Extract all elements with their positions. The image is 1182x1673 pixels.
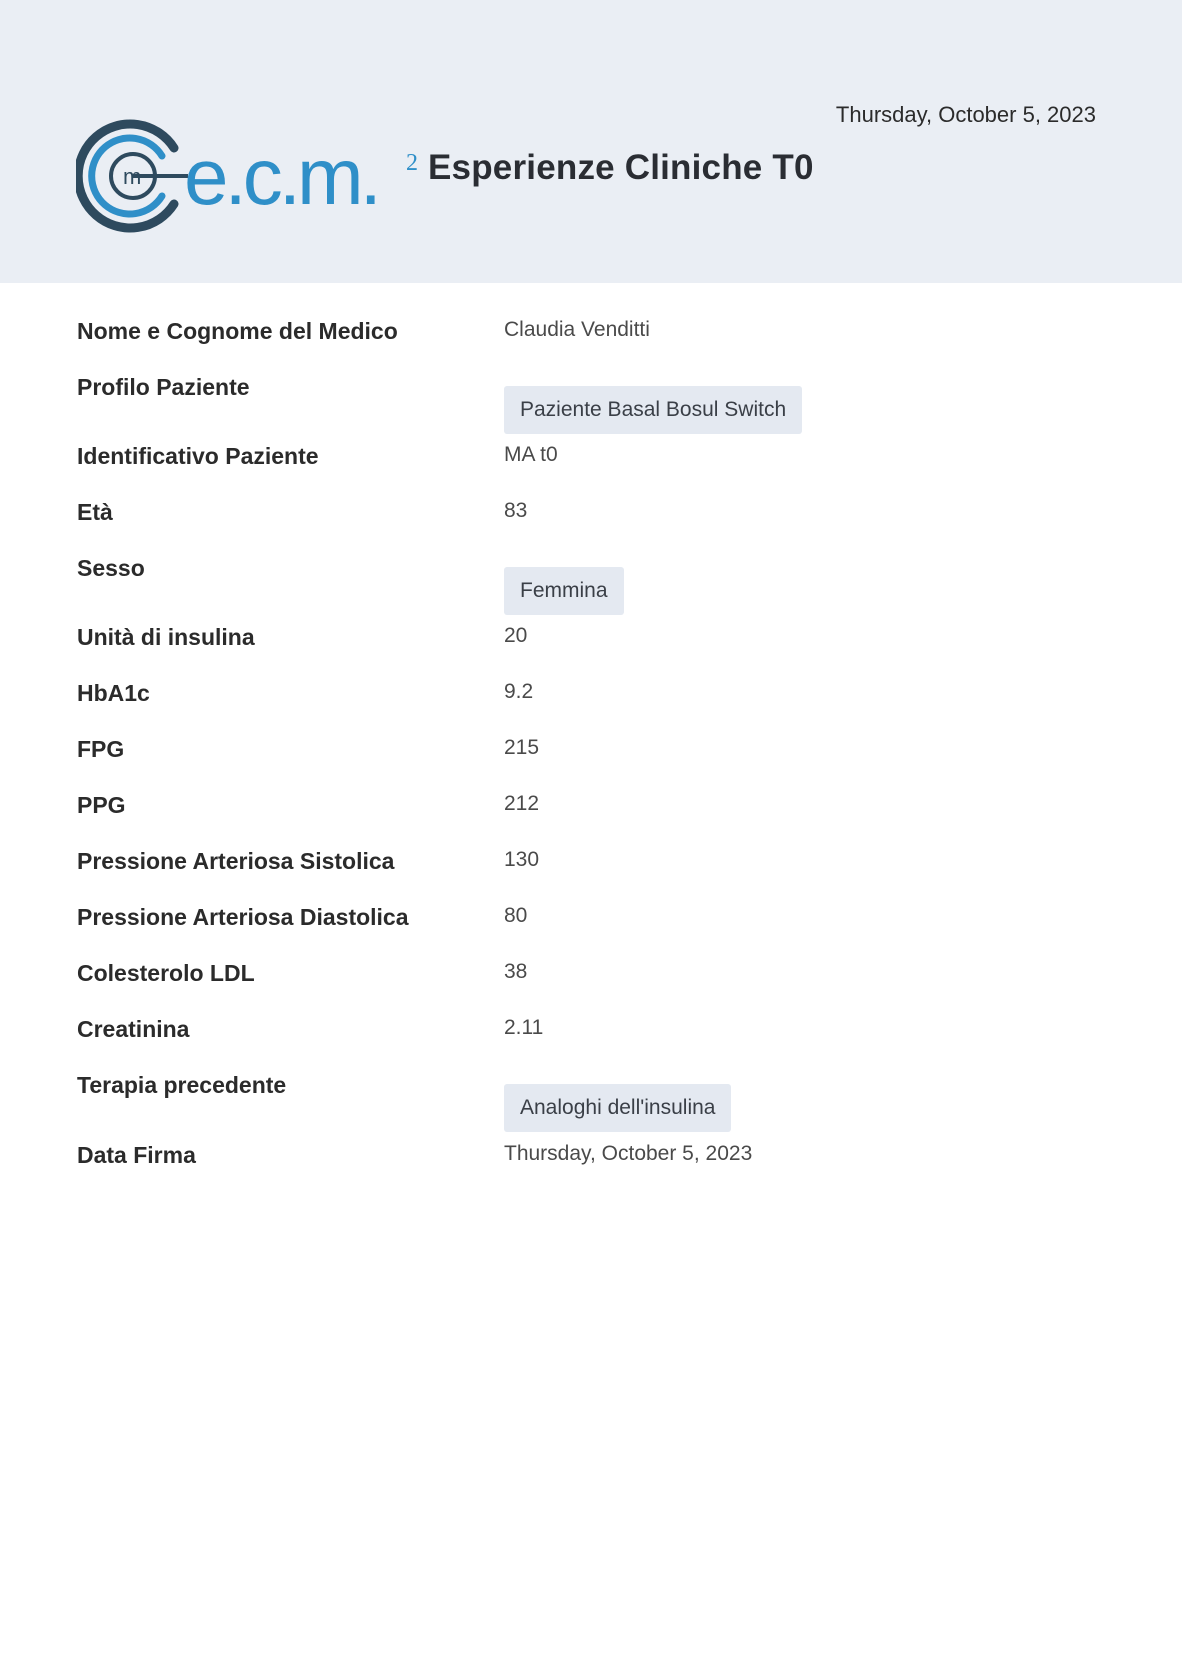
ecm-logo	[76, 118, 422, 238]
value-insulina: 20	[504, 624, 528, 647]
label-sistolica: Pressione Arteriosa Sistolica	[77, 848, 395, 874]
value-ppg: 212	[504, 792, 540, 815]
label-insulina: Unità di insulina	[77, 624, 255, 650]
value-diastolica: 80	[504, 904, 528, 927]
value-ldl: 38	[504, 960, 528, 983]
label-terapia: Terapia precedente	[77, 1072, 287, 1098]
label-ppg: PPG	[77, 792, 126, 818]
label-hba1c: HbA1c	[77, 680, 150, 706]
value-medico: Claudia Venditti	[504, 318, 650, 341]
logo-superscript: 2	[406, 150, 418, 176]
label-diastolica: Pressione Arteriosa Diastolica	[77, 904, 409, 930]
page-title: Esperienze Cliniche T0	[428, 148, 814, 187]
label-data-firma: Data Firma	[77, 1142, 196, 1168]
label-sesso: Sesso	[77, 555, 145, 581]
logo-mark-text: m	[123, 164, 142, 189]
label-medico: Nome e Cognome del Medico	[77, 318, 398, 344]
value-identificativo: MA t0	[504, 443, 558, 466]
value-sistolica: 130	[504, 848, 540, 871]
label-identificativo: Identificativo Paziente	[77, 443, 319, 469]
chip-terapia: Analoghi dell'insulina	[504, 1084, 731, 1132]
label-fpg: FPG	[77, 736, 125, 762]
value-creatinina: 2.11	[504, 1016, 544, 1039]
report-header	[0, 0, 1182, 283]
value-eta: 83	[504, 499, 528, 522]
chip-profilo: Paziente Basal Bosul Switch	[504, 386, 802, 434]
header-date: Thursday, October 5, 2023	[835, 102, 1096, 127]
label-profilo: Profilo Paziente	[77, 374, 250, 400]
value-hba1c: 9.2	[504, 680, 534, 703]
value-data-firma: Thursday, October 5, 2023	[504, 1142, 753, 1165]
chip-sesso: Femmina	[504, 567, 624, 615]
label-eta: Età	[77, 499, 113, 525]
value-fpg: 215	[504, 736, 540, 759]
label-ldl: Colesterolo LDL	[77, 960, 255, 986]
logo-wordmark: e.c.m.	[184, 132, 378, 221]
label-creatinina: Creatinina	[77, 1016, 190, 1042]
